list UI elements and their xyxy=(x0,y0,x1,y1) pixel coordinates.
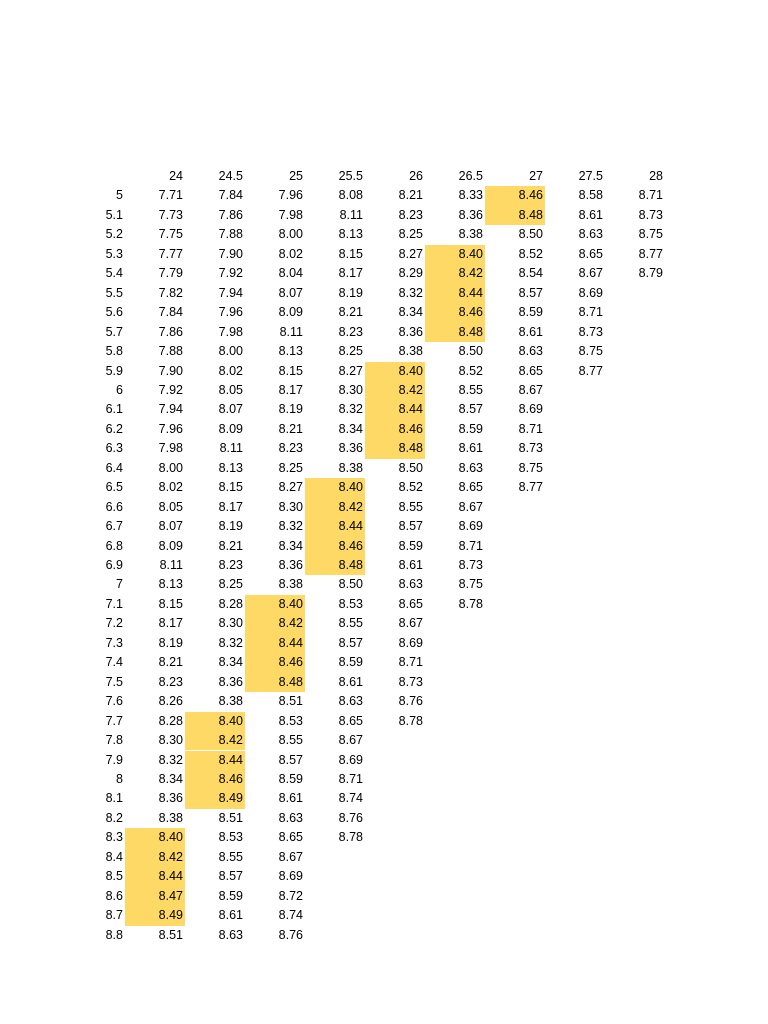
row-label: 5.5 xyxy=(105,285,123,300)
row-label: 7.7 xyxy=(105,713,123,728)
table-cell: 8.11 xyxy=(219,441,243,456)
table-cell: 8.65 xyxy=(398,596,423,611)
table-cell: 8.21 xyxy=(218,538,243,553)
row-label: 5.2 xyxy=(105,227,123,242)
highlighted-cell: 8.40 xyxy=(185,712,245,731)
row-label: 6.9 xyxy=(105,558,123,572)
table-cell: 7.88 xyxy=(158,344,183,359)
table-cell: 8.33 xyxy=(458,188,483,203)
table-cell: 8.50 xyxy=(398,460,423,475)
table-cell: 8.76 xyxy=(398,694,423,709)
table-cell: 8.61 xyxy=(458,441,483,456)
table-cell: 8.30 xyxy=(278,499,303,514)
table-cell: 8.71 xyxy=(518,421,543,436)
row-label: 7.3 xyxy=(105,635,123,650)
row-label: 8.8 xyxy=(105,927,123,942)
table-cell: 8.11 xyxy=(279,324,303,339)
table-cell: 8.15 xyxy=(278,363,303,378)
highlighted-cell: 8.48 xyxy=(365,439,425,458)
table-cell: 8.76 xyxy=(278,927,303,942)
table-cell: 8.21 xyxy=(338,305,363,320)
row-label: 7.4 xyxy=(105,655,123,670)
table-cell: 8.73 xyxy=(518,441,543,456)
row-label: 8 xyxy=(116,771,123,786)
row-label: 7.5 xyxy=(105,674,123,689)
table-cell: 8.79 xyxy=(638,266,663,281)
row-label: 6.4 xyxy=(105,460,123,475)
table-cell: 7.73 xyxy=(158,207,183,222)
table-cell: 8.63 xyxy=(338,694,363,709)
table-cell: 8.00 xyxy=(278,227,303,242)
highlighted-cell: 8.40 xyxy=(365,362,425,381)
table-cell: 8.26 xyxy=(158,694,183,709)
highlighted-cell: 8.44 xyxy=(125,867,185,886)
table-cell: 8.65 xyxy=(278,830,303,845)
column-header: 24.5 xyxy=(218,169,243,183)
table-cell: 8.78 xyxy=(458,596,483,611)
table-cell: 8.73 xyxy=(398,674,423,689)
table-cell: 8.29 xyxy=(398,266,423,281)
highlighted-cell: 8.48 xyxy=(305,556,365,575)
table-cell: 8.15 xyxy=(218,480,243,495)
table-cell: 8.63 xyxy=(398,577,423,592)
table-cell: 8.73 xyxy=(638,207,663,222)
table-cell: 8.11 xyxy=(339,207,363,222)
table-cell: 8.36 xyxy=(338,441,363,456)
table-cell: 8.78 xyxy=(338,830,363,845)
table-cell: 8.07 xyxy=(218,402,243,417)
highlighted-cell: 8.46 xyxy=(485,186,545,205)
table-cell: 8.23 xyxy=(398,207,423,222)
table-cell: 8.17 xyxy=(158,616,183,631)
row-label: 5.6 xyxy=(105,305,123,320)
table-cell: 8.65 xyxy=(518,363,543,378)
table-cell: 8.59 xyxy=(278,771,303,786)
table-cell: 8.67 xyxy=(278,849,303,864)
table-cell: 7.96 xyxy=(278,188,303,203)
table-cell: 7.82 xyxy=(158,285,183,300)
table-cell: 8.09 xyxy=(278,305,303,320)
table-cell: 8.69 xyxy=(338,752,363,767)
table-cell: 7.92 xyxy=(218,266,243,281)
table-cell: 8.71 xyxy=(578,305,603,320)
table-cell: 8.23 xyxy=(218,558,243,572)
table-cell: 8.13 xyxy=(218,460,243,475)
table-cell: 8.13 xyxy=(158,577,183,592)
table-cell: 8.32 xyxy=(338,402,363,417)
row-label: 7.2 xyxy=(105,616,123,631)
table-cell: 8.50 xyxy=(518,227,543,242)
table-cell: 8.09 xyxy=(218,421,243,436)
table-cell: 8.67 xyxy=(398,616,423,631)
table-cell: 8.17 xyxy=(218,499,243,514)
table-cell: 8.34 xyxy=(398,305,423,320)
table-cell: 8.13 xyxy=(338,227,363,242)
table-cell: 8.36 xyxy=(458,207,483,222)
table-cell: 8.77 xyxy=(578,363,603,378)
table-cell: 8.05 xyxy=(218,382,243,397)
table-cell: 8.55 xyxy=(398,499,423,514)
table-cell: 8.55 xyxy=(458,382,483,397)
table-cell: 8.34 xyxy=(158,771,183,786)
table-cell: 7.79 xyxy=(158,266,183,281)
highlighted-cell: 8.42 xyxy=(305,498,365,517)
table-cell: 7.98 xyxy=(278,207,303,222)
highlighted-cell: 8.49 xyxy=(125,906,185,925)
table-cell: 8.75 xyxy=(578,344,603,359)
table-cell: 8.27 xyxy=(338,363,363,378)
table-cell: 8.75 xyxy=(518,460,543,475)
row-label: 6.5 xyxy=(105,480,123,495)
table-cell: 8.69 xyxy=(518,402,543,417)
column-header: 26 xyxy=(409,169,423,183)
highlighted-cell: 8.44 xyxy=(245,634,305,653)
table-cell: 8.51 xyxy=(158,927,183,942)
table-cell: 8.25 xyxy=(218,577,243,592)
table-cell: 8.77 xyxy=(638,246,663,261)
highlighted-cell: 8.44 xyxy=(305,517,365,536)
table-cell: 8.34 xyxy=(338,421,363,436)
table-cell: 8.59 xyxy=(218,888,243,903)
highlighted-cell: 8.42 xyxy=(125,848,185,867)
column-header: 25.5 xyxy=(338,169,363,183)
table-cell: 8.15 xyxy=(158,596,183,611)
table-cell: 8.75 xyxy=(458,577,483,592)
table-cell: 8.65 xyxy=(578,246,603,261)
table-cell: 7.86 xyxy=(218,207,243,222)
table-cell: 8.59 xyxy=(398,538,423,553)
table-cell: 8.25 xyxy=(398,227,423,242)
table-cell: 8.02 xyxy=(278,246,303,261)
column-header: 27.5 xyxy=(578,169,603,183)
row-label: 7.9 xyxy=(105,752,123,767)
table-cell: 8.51 xyxy=(278,694,303,709)
table-cell: 8.21 xyxy=(398,188,423,203)
row-label: 5.1 xyxy=(105,207,123,222)
row-label: 8.1 xyxy=(105,791,123,806)
table-cell: 7.90 xyxy=(158,363,183,378)
table-cell: 8.71 xyxy=(458,538,483,553)
table-cell: 8.36 xyxy=(158,791,183,806)
table-cell: 8.38 xyxy=(218,694,243,709)
highlighted-cell: 8.49 xyxy=(185,789,245,808)
row-label: 8.6 xyxy=(105,888,123,903)
table-cell: 8.02 xyxy=(158,480,183,495)
table-cell: 8.00 xyxy=(218,344,243,359)
table-cell: 8.58 xyxy=(578,188,603,203)
table-cell: 8.34 xyxy=(278,538,303,553)
table-cell: 8.76 xyxy=(338,810,363,825)
table-cell: 8.30 xyxy=(218,616,243,631)
table-cell: 7.84 xyxy=(158,305,183,320)
table-cell: 7.92 xyxy=(158,382,183,397)
table-cell: 8.21 xyxy=(278,421,303,436)
highlighted-cell: 8.46 xyxy=(185,770,245,789)
table-cell: 8.52 xyxy=(458,363,483,378)
table-cell: 8.05 xyxy=(158,499,183,514)
row-label: 5.4 xyxy=(105,266,123,281)
row-label: 7.6 xyxy=(105,694,123,709)
highlighted-cell: 8.46 xyxy=(245,653,305,672)
table-cell: 8.63 xyxy=(278,810,303,825)
row-label: 5.3 xyxy=(105,246,123,261)
table-cell: 8.28 xyxy=(158,713,183,728)
table-cell: 8.30 xyxy=(158,733,183,748)
table-cell: 8.34 xyxy=(218,655,243,670)
table-cell: 8.23 xyxy=(278,441,303,456)
column-header: 25 xyxy=(289,169,303,183)
table-cell: 8.74 xyxy=(338,791,363,806)
table-cell: 8.04 xyxy=(278,266,303,281)
highlighted-cell: 8.44 xyxy=(425,284,485,303)
highlighted-cell: 8.42 xyxy=(185,731,245,750)
row-label: 8.5 xyxy=(105,869,123,884)
table-cell: 8.67 xyxy=(338,733,363,748)
table-cell: 8.65 xyxy=(338,713,363,728)
table-cell: 8.57 xyxy=(218,869,243,884)
table-cell: 8.27 xyxy=(398,246,423,261)
highlighted-cell: 8.40 xyxy=(125,828,185,847)
row-label: 6.3 xyxy=(105,441,123,456)
highlighted-cell: 8.46 xyxy=(305,537,365,556)
table-cell: 8.36 xyxy=(398,324,423,339)
table-cell: 8.55 xyxy=(338,616,363,631)
highlighted-cell: 8.46 xyxy=(365,420,425,439)
table-cell: 8.63 xyxy=(458,460,483,475)
table-cell: 8.69 xyxy=(578,285,603,300)
table-cell: 8.65 xyxy=(458,480,483,495)
table-cell: 8.17 xyxy=(338,266,363,281)
highlighted-cell: 8.40 xyxy=(245,595,305,614)
highlighted-cell: 8.42 xyxy=(425,264,485,283)
table-cell: 8.69 xyxy=(398,635,423,650)
table-cell: 8.38 xyxy=(338,460,363,475)
table-cell: 8.59 xyxy=(518,305,543,320)
highlighted-cell: 8.40 xyxy=(425,245,485,264)
table-cell: 8.32 xyxy=(398,285,423,300)
table-cell: 8.71 xyxy=(398,655,423,670)
row-label: 6 xyxy=(116,382,123,397)
table-cell: 8.11 xyxy=(159,558,183,572)
table-cell: 7.96 xyxy=(158,421,183,436)
row-label: 8.3 xyxy=(105,830,123,845)
table-cell: 8.55 xyxy=(278,733,303,748)
table-cell: 8.73 xyxy=(578,324,603,339)
table-cell: 7.90 xyxy=(218,246,243,261)
table-cell: 8.67 xyxy=(458,499,483,514)
table-cell: 8.07 xyxy=(278,285,303,300)
table-cell: 8.36 xyxy=(218,674,243,689)
table-cell: 8.38 xyxy=(458,227,483,242)
table-cell: 8.75 xyxy=(638,227,663,242)
column-header: 28 xyxy=(649,169,663,183)
table-cell: 8.32 xyxy=(218,635,243,650)
table-cell: 8.19 xyxy=(218,519,243,534)
highlighted-cell: 8.42 xyxy=(365,381,425,400)
table-cell: 8.57 xyxy=(458,402,483,417)
table-cell: 8.61 xyxy=(218,908,243,923)
row-label: 5.7 xyxy=(105,324,123,339)
table-cell: 7.77 xyxy=(158,246,183,261)
table-cell: 8.63 xyxy=(218,927,243,942)
table-cell: 8.52 xyxy=(518,246,543,261)
table-cell: 8.57 xyxy=(278,752,303,767)
table-cell: 8.21 xyxy=(158,655,183,670)
table-cell: 8.38 xyxy=(398,344,423,359)
row-label: 7.8 xyxy=(105,733,123,748)
table-cell: 8.61 xyxy=(278,791,303,806)
table-cell: 8.23 xyxy=(338,324,363,339)
row-label: 6.6 xyxy=(105,499,123,514)
table-cell: 8.63 xyxy=(518,344,543,359)
highlighted-cell: 8.40 xyxy=(305,478,365,497)
table-cell: 8.61 xyxy=(398,558,423,572)
table-cell: 8.57 xyxy=(398,519,423,534)
table-cell: 8.57 xyxy=(338,635,363,650)
table-cell: 7.94 xyxy=(218,285,243,300)
table-cell: 8.15 xyxy=(338,246,363,261)
table-cell: 8.69 xyxy=(278,869,303,884)
table-cell: 8.67 xyxy=(578,266,603,281)
row-label: 8.4 xyxy=(105,849,123,864)
table-cell: 7.86 xyxy=(158,324,183,339)
table-cell: 8.69 xyxy=(458,519,483,534)
table-cell: 8.53 xyxy=(278,713,303,728)
row-label: 5 xyxy=(116,188,123,203)
table-cell: 8.71 xyxy=(638,188,663,203)
table-cell: 8.57 xyxy=(518,285,543,300)
table-cell: 8.19 xyxy=(158,635,183,650)
table-cell: 8.55 xyxy=(218,849,243,864)
row-label: 8.7 xyxy=(105,908,123,923)
table-cell: 8.00 xyxy=(158,460,183,475)
table-cell: 8.38 xyxy=(158,810,183,825)
table-cell: 8.19 xyxy=(338,285,363,300)
table-cell: 8.59 xyxy=(458,421,483,436)
table-cell: 8.61 xyxy=(338,674,363,689)
table-cell: 8.73 xyxy=(458,558,483,572)
highlighted-cell: 8.47 xyxy=(125,887,185,906)
column-header: 24 xyxy=(169,169,183,183)
table-cell: 7.88 xyxy=(218,227,243,242)
highlighted-cell: 8.48 xyxy=(245,673,305,692)
table-cell: 8.53 xyxy=(338,596,363,611)
table-cell: 8.59 xyxy=(338,655,363,670)
highlighted-cell: 8.46 xyxy=(425,303,485,322)
table-cell: 8.17 xyxy=(278,382,303,397)
table-cell: 8.09 xyxy=(158,538,183,553)
table-cell: 8.72 xyxy=(278,888,303,903)
table-cell: 8.07 xyxy=(158,519,183,534)
row-label: 7.1 xyxy=(105,596,123,611)
table-cell: 8.78 xyxy=(398,713,423,728)
table-cell: 8.32 xyxy=(278,519,303,534)
table-cell: 8.08 xyxy=(338,188,363,203)
row-label: 7 xyxy=(116,577,123,592)
table-cell: 8.52 xyxy=(398,480,423,495)
table-cell: 8.50 xyxy=(458,344,483,359)
table-cell: 8.61 xyxy=(518,324,543,339)
table-cell: 7.98 xyxy=(158,441,183,456)
highlighted-cell: 8.44 xyxy=(185,751,245,770)
table-cell: 8.30 xyxy=(338,382,363,397)
highlighted-cell: 8.48 xyxy=(425,323,485,342)
table-cell: 8.50 xyxy=(338,577,363,592)
row-label: 8.2 xyxy=(105,810,123,825)
table-cell: 7.84 xyxy=(218,188,243,203)
highlighted-cell: 8.44 xyxy=(365,400,425,419)
table-cell: 8.32 xyxy=(158,752,183,767)
table-cell: 8.13 xyxy=(278,344,303,359)
highlighted-cell: 8.42 xyxy=(245,614,305,633)
table-cell: 7.75 xyxy=(158,227,183,242)
table-cell: 8.38 xyxy=(278,577,303,592)
table-cell: 8.67 xyxy=(518,382,543,397)
table-cell: 8.71 xyxy=(338,771,363,786)
table-cell: 8.19 xyxy=(278,402,303,417)
row-label: 6.8 xyxy=(105,538,123,553)
table-cell: 8.54 xyxy=(518,266,543,281)
row-label: 5.9 xyxy=(105,363,123,378)
table-cell: 8.74 xyxy=(278,908,303,923)
table-cell: 8.25 xyxy=(338,344,363,359)
table-cell: 8.36 xyxy=(278,558,303,572)
row-label: 6.2 xyxy=(105,421,123,436)
table-cell: 8.02 xyxy=(218,363,243,378)
row-label: 5.8 xyxy=(105,344,123,359)
table-cell: 8.77 xyxy=(518,480,543,495)
column-header: 26.5 xyxy=(458,169,483,183)
row-label: 6.7 xyxy=(105,519,123,534)
table-cell: 7.96 xyxy=(218,305,243,320)
table-cell: 7.98 xyxy=(218,324,243,339)
highlighted-cell: 8.48 xyxy=(485,206,545,225)
column-header: 27 xyxy=(529,169,543,183)
table-cell: 7.94 xyxy=(158,402,183,417)
table-cell: 8.25 xyxy=(278,460,303,475)
table-cell: 8.63 xyxy=(578,227,603,242)
table-cell: 8.23 xyxy=(158,674,183,689)
table-cell: 8.51 xyxy=(218,810,243,825)
table-cell: 8.28 xyxy=(218,596,243,611)
table-cell: 7.71 xyxy=(158,188,183,203)
row-label: 6.1 xyxy=(105,402,123,417)
table-cell: 8.53 xyxy=(218,830,243,845)
table-cell: 8.27 xyxy=(278,480,303,495)
table-cell: 8.61 xyxy=(578,207,603,222)
